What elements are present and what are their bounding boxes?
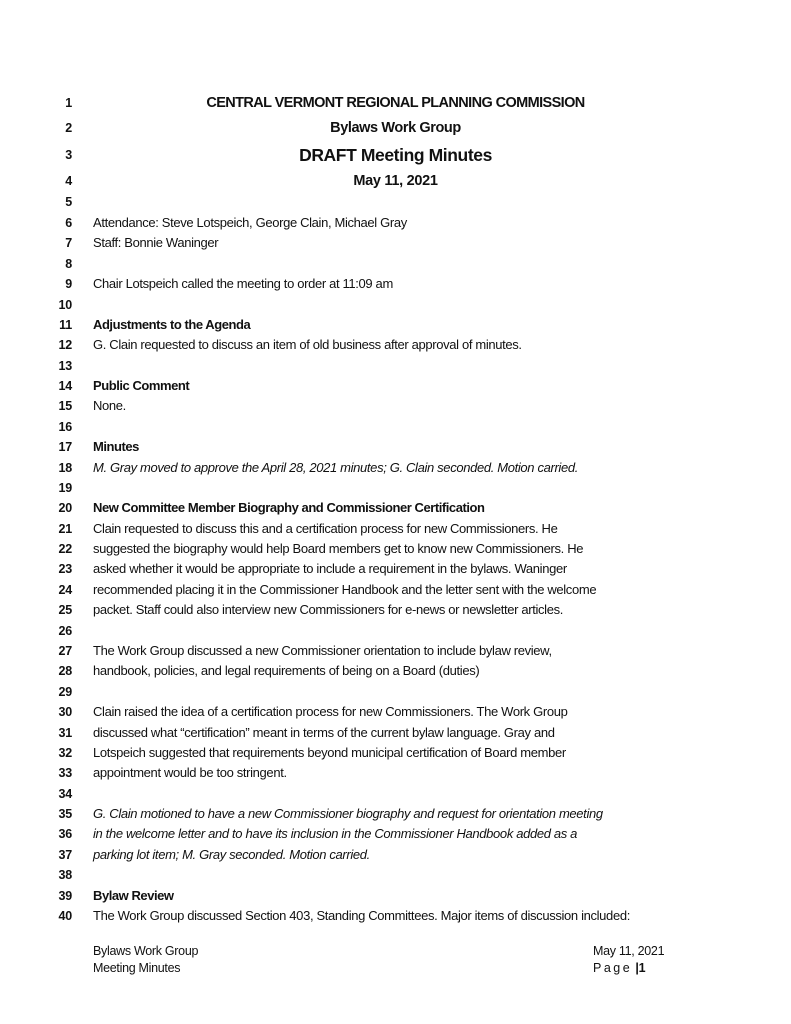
meeting-date: May 11, 2021 — [353, 173, 438, 189]
line-14 — [0, 376, 791, 396]
line-10 — [0, 295, 791, 315]
line-number: 1 — [65, 96, 72, 110]
body-text: G. Clain requested to discuss an item of old business after approval of minutes. — [93, 337, 522, 352]
body-text: discussed what “certification” meant in terms of the current bylaw language. Gray and — [93, 725, 555, 740]
line-number: 36 — [58, 827, 72, 841]
line-7 — [0, 233, 791, 253]
line-24 — [0, 580, 791, 600]
line-18 — [0, 458, 791, 478]
body-text: The Work Group discussed Section 403, Standing Committees. Major items of discussion included: — [93, 908, 630, 923]
line-number: 13 — [58, 359, 72, 373]
body-text: recommended placing it in the Commissioner Handbook and the letter sent with the welcome — [93, 582, 597, 597]
line-number: 22 — [58, 542, 72, 556]
line-16 — [0, 417, 791, 437]
footer-right — [593, 943, 664, 977]
section-heading: New Committee Member Biography and Commissioner Certification — [93, 500, 485, 515]
section-heading: Public Comment — [93, 378, 190, 393]
line-22 — [0, 539, 791, 559]
line-28 — [0, 661, 791, 681]
page-number-value: 1 — [638, 961, 646, 975]
motion-text: M. Gray moved to approve the April 28, 2021 minutes; G. Clain seconded. Motion carried. — [93, 460, 578, 475]
line-number: 26 — [58, 624, 72, 638]
line-number: 10 — [58, 298, 72, 312]
line-20 — [0, 498, 791, 518]
line-number: 15 — [58, 399, 72, 413]
line-number: 4 — [65, 174, 72, 188]
line-2 — [0, 118, 791, 138]
line-5 — [0, 192, 791, 212]
line-34 — [0, 784, 791, 804]
line-number: 24 — [58, 583, 72, 597]
line-23 — [0, 559, 791, 579]
line-number: 25 — [58, 603, 72, 617]
line-13 — [0, 356, 791, 376]
line-35 — [0, 804, 791, 824]
line-39 — [0, 886, 791, 906]
line-36 — [0, 824, 791, 844]
motion-text: in the welcome letter and to have its inclusion in the Commissioner Handbook added as a — [93, 826, 578, 841]
body-text: Chair Lotspeich called the meeting to order at 11:09 am — [93, 276, 393, 291]
line-number: 35 — [58, 807, 72, 821]
line-29 — [0, 682, 791, 702]
line-number: 2 — [65, 121, 72, 135]
line-12 — [0, 335, 791, 355]
line-number: 18 — [58, 461, 72, 475]
section-heading: Minutes — [93, 439, 139, 454]
line-number: 34 — [58, 787, 72, 801]
body-text: Clain raised the idea of a certification process for new Commissioners. The Work Group — [93, 704, 568, 719]
line-number: 39 — [58, 889, 72, 903]
line-number: 3 — [65, 148, 72, 162]
line-33 — [0, 763, 791, 783]
body-text: appointment would be too stringent. — [93, 765, 287, 780]
motion-text: parking lot item; M. Gray seconded. Motion carried. — [93, 847, 370, 862]
line-number: 33 — [58, 766, 72, 780]
line-11 — [0, 315, 791, 335]
line-number: 11 — [59, 318, 72, 332]
line-27 — [0, 641, 791, 661]
line-21 — [0, 519, 791, 539]
line-number: 17 — [58, 440, 72, 454]
line-number: 14 — [58, 379, 72, 393]
footer-date: May 11, 2021 — [593, 944, 665, 958]
line-8 — [0, 254, 791, 274]
line-number: 23 — [58, 562, 72, 576]
line-number: 19 — [58, 481, 72, 495]
footer-doc-type: Meeting Minutes — [93, 961, 181, 975]
organization-title: CENTRAL VERMONT REGIONAL PLANNING COMMISSION — [206, 95, 585, 111]
line-number: 20 — [58, 501, 72, 515]
section-heading: Adjustments to the Agenda — [93, 317, 251, 332]
line-38 — [0, 865, 791, 885]
motion-text: G. Clain motioned to have a new Commissioner biography and request for orientation meeting — [93, 806, 603, 821]
body-text: Lotspeich suggested that requirements beyond municipal certification of Board member — [93, 745, 566, 760]
footer-group: Bylaws Work Group — [93, 944, 199, 958]
body-text: Staff: Bonnie Waninger — [93, 235, 219, 250]
line-number: 32 — [58, 746, 72, 760]
body-text: handbook, policies, and legal requirements of being on a Board (duties) — [93, 663, 480, 678]
line-number: 5 — [65, 195, 72, 209]
line-number: 6 — [65, 216, 72, 230]
line-26 — [0, 621, 791, 641]
line-number: 37 — [58, 848, 72, 862]
page-separator: | — [635, 961, 639, 975]
page-label: Page — [593, 961, 633, 975]
line-4 — [0, 171, 791, 191]
group-title: Bylaws Work Group — [330, 120, 461, 136]
line-37 — [0, 845, 791, 865]
line-number: 40 — [58, 909, 72, 923]
body-text: Clain requested to discuss this and a certification process for new Commissioners. He — [93, 521, 558, 536]
body-text: Attendance: Steve Lotspeich, George Clain, Michael Gray — [93, 215, 407, 230]
line-number: 21 — [58, 522, 72, 536]
line-number: 9 — [65, 277, 72, 291]
line-number: 28 — [58, 664, 72, 678]
line-19 — [0, 478, 791, 498]
section-heading: Bylaw Review — [93, 888, 174, 903]
line-17 — [0, 437, 791, 457]
line-9 — [0, 274, 791, 294]
line-number: 16 — [58, 420, 72, 434]
line-number: 8 — [65, 257, 72, 271]
line-number: 29 — [58, 685, 72, 699]
body-text: packet. Staff could also interview new Commissioners for e-news or newsletter articles. — [93, 602, 564, 617]
line-25 — [0, 600, 791, 620]
body-text: None. — [93, 398, 126, 413]
line-number: 7 — [65, 236, 72, 250]
line-15 — [0, 396, 791, 416]
footer-left — [93, 943, 198, 977]
body-text: suggested the biography would help Board members get to know new Commissioners. He — [93, 541, 584, 556]
line-31 — [0, 723, 791, 743]
line-3 — [0, 145, 791, 165]
line-40 — [0, 906, 791, 926]
line-number: 27 — [58, 644, 72, 658]
line-number: 12 — [58, 338, 72, 352]
document-title: DRAFT Meeting Minutes — [299, 145, 492, 165]
line-32 — [0, 743, 791, 763]
line-1 — [0, 93, 791, 113]
page-number — [593, 960, 664, 977]
body-text: asked whether it would be appropriate to include a requirement in the bylaws. Waninger — [93, 561, 567, 576]
line-number: 30 — [58, 705, 72, 719]
line-number: 38 — [58, 868, 72, 882]
line-30 — [0, 702, 791, 722]
line-number: 31 — [58, 726, 72, 740]
body-text: The Work Group discussed a new Commissioner orientation to include bylaw review, — [93, 643, 552, 658]
line-6 — [0, 213, 791, 233]
